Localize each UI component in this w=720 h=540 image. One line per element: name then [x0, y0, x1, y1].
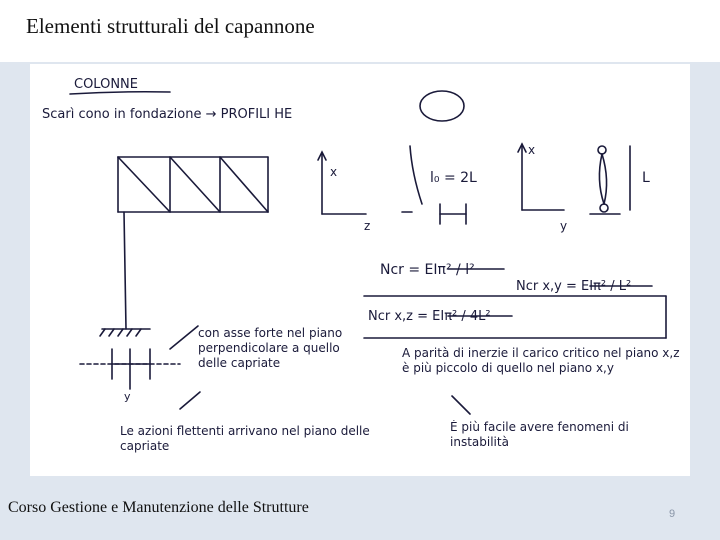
note-bottom: Le azioni flettenti arrivano nel piano delle capriate — [120, 424, 370, 453]
axis-y-section: y — [124, 390, 131, 403]
ncr-left-2: Ncr x,z = EIπ² / 4L² — [368, 309, 491, 324]
ncr-left-1: Ncr = EIπ² / l² — [380, 262, 475, 278]
axis-y-right: y — [560, 219, 568, 233]
slide-title: Elementi strutturali del capannone — [26, 14, 315, 38]
le-formula: l₀ = 2L — [430, 170, 477, 186]
note-right: A parità di inerzie il carico critico nel piano x,z è più piccolo di quello nel piano x,y — [402, 346, 680, 375]
ncr-right: Ncr x,y = EIπ² / L² — [516, 279, 632, 294]
line1-text: Scarì cono in fondazione → PROFILI HE — [42, 107, 293, 122]
heading-text: COLONNE — [74, 77, 138, 92]
note-left: con asse forte nel piano perpendicolare a quello delle capriate — [198, 326, 343, 370]
sketch-drawing — [30, 64, 690, 476]
axis-z-left: z — [364, 219, 371, 233]
slide-header — [0, 0, 720, 62]
axis-x-left: x — [330, 165, 338, 179]
axis-x-right: x — [528, 143, 536, 157]
handwritten-sketch — [30, 64, 690, 476]
length-L: L — [642, 170, 650, 186]
slide-footer — [0, 476, 720, 540]
course-name: Corso Gestione e Manutenzione delle Strutture — [8, 499, 309, 516]
page-number: 9 — [669, 508, 676, 520]
note-right-2: È più facile avere fenomeni di instabilità — [450, 420, 629, 449]
